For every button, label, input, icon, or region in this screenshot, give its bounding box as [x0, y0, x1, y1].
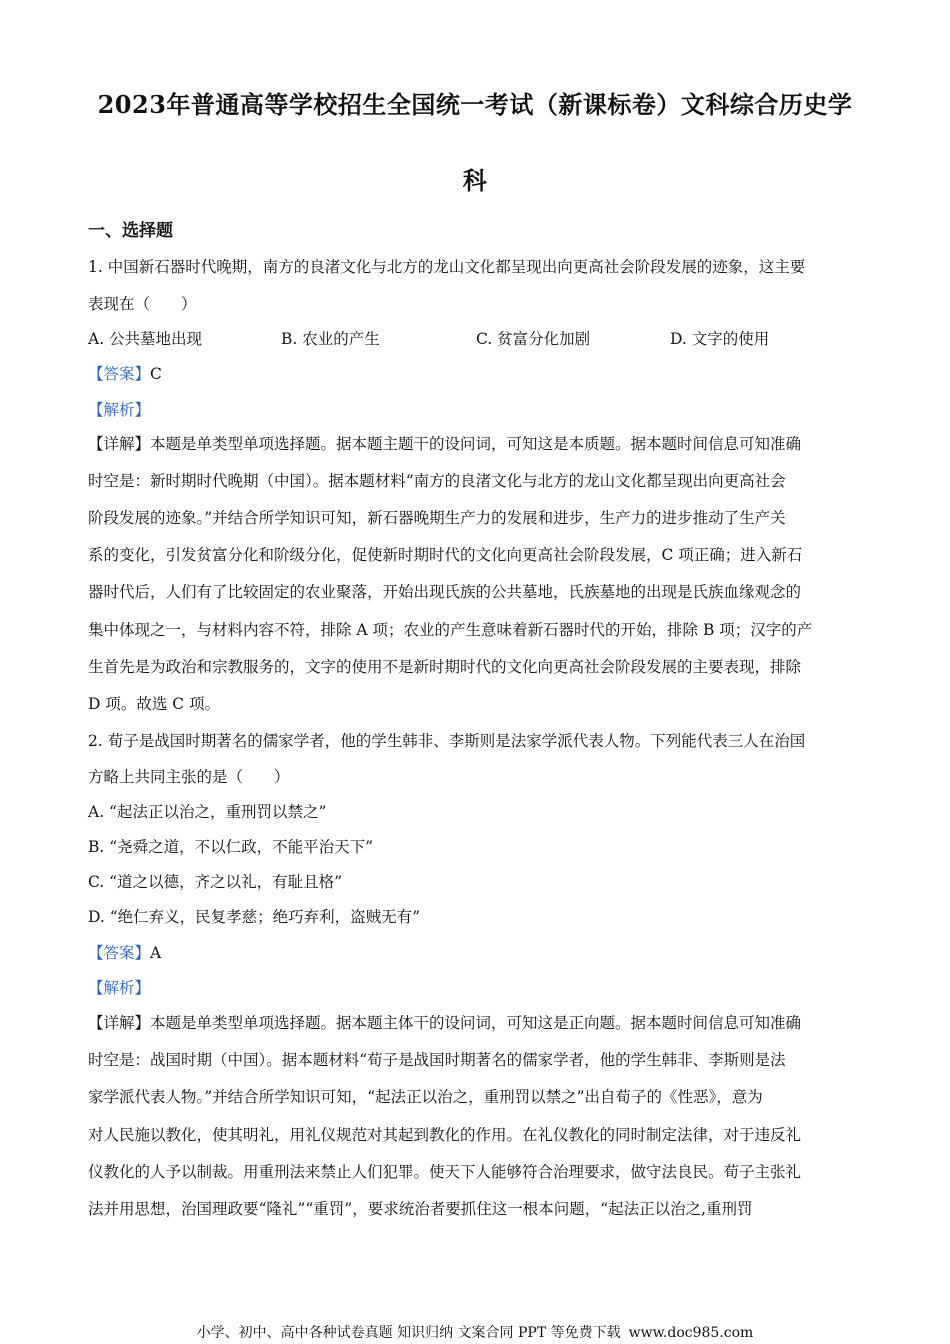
q1-answer — [88, 364, 868, 384]
q1-detail-line: 系的变化，引发贫富分化和阶级分化，促使新时期时代的文化向更高社会阶段发展，C 项正确；进入新石 — [88, 546, 803, 564]
detail-label: 【详解】 — [88, 435, 151, 453]
q1-detail-line: 器时代后，人们有了比较固定的农业聚落，开始出现氏族的公共墓地，氏族墓地的出现是氏族血缘观念的 — [88, 583, 802, 601]
q1-detail-line: D 项。故选 C 项。 — [88, 695, 221, 713]
q1-detail-line: 时空是：新时期时代晚期（中国）。据本题材料“南方的良渚文化与北方的龙山文化都呈现出向更高社会 — [88, 472, 786, 490]
q2-detail-line: 仪教化的人予以制裁。用重刑法来禁止人们犯罪。使天下人能够符合治理要求，做守法良民。荀子主张礼 — [88, 1163, 802, 1181]
q2-option-a: A. “起法正以治之，重刑罚以禁之” — [88, 803, 327, 821]
q2-option-d: D. “绝仁弃义，民复孝慈；绝巧弃利，盗贼无有” — [88, 908, 421, 926]
q1-detail-line: 生首先是为政治和宗教服务的，文字的使用不是新时期时代的文化向更高社会阶段发展的主要表现，排除 — [88, 658, 802, 676]
answer-label: 【答案】 — [88, 944, 151, 962]
answer-label: 【答案】 — [88, 365, 151, 383]
q2-stem-line-1: 2. 荀子是战国时期著名的儒家学者，他的学生韩非、李斯则是法家学派代表人物。下列能代表三人在治国 — [88, 732, 806, 750]
q2-detail-line — [88, 1013, 868, 1033]
document-title-line-2: 科 — [462, 166, 488, 195]
answer-value: C — [150, 365, 162, 383]
footer-text: 小学、初中、高中各种试卷真题 知识归纳 文案合同 PPT 等免费下载 — [196, 1325, 621, 1341]
footer-site-link[interactable]: www.doc985.com — [628, 1325, 754, 1341]
q1-detail-line: 集中体现之一，与材料内容不符，排除 A 项；农业的产生意味着新石器时代的开始，排除 B 项；汉字的产 — [88, 621, 813, 639]
q1-stem-line-1: 1. 中国新石器时代晚期，南方的良渚文化与北方的龙山文化都呈现出向更高社会阶段发展的迹象，这主要 — [88, 258, 806, 276]
detail-text: 本题是单类型单项选择题。据本题主题干的设问词，可知这是本质题。据本题时间信息可知准确 — [150, 435, 802, 453]
q2-detail-line: 时空是：战国时期（中国）。据本题材料“荀子是战国时期著名的儒家学者，他的学生韩非、李斯则是法 — [88, 1051, 786, 1069]
q1-option-b: B. 农业的产生 — [281, 330, 380, 348]
page-footer — [0, 1324, 950, 1342]
q1-analysis-label: 【解析】 — [88, 401, 151, 419]
answer-value: A — [150, 944, 162, 962]
document-title-line-1: 2023年普通高等学校招生全国统一考试（新课标卷）文科综合历史学 — [97, 90, 853, 119]
detail-label: 【详解】 — [88, 1014, 151, 1032]
q1-option-d: D. 文字的使用 — [670, 330, 770, 348]
q2-analysis-label: 【解析】 — [88, 979, 151, 997]
detail-text: 本题是单类型单项选择题。据本题主体干的设问词，可知这是正向题。据本题时间信息可知准确 — [150, 1014, 802, 1032]
q2-stem-line-2: 方略上共同主张的是（ ） — [88, 768, 290, 786]
q2-answer — [88, 943, 868, 963]
q2-option-c: C. “道之以德，齐之以礼，有耻且格” — [88, 873, 343, 891]
q2-detail-line: 家学派代表人物。”并结合所学知识可知，“起法正以治之，重刑罚以禁之”出自荀子的《性恶》，意为 — [88, 1088, 763, 1106]
q2-option-b: B. “尧舜之道，不以仁政，不能平治天下” — [88, 838, 374, 856]
q1-option-c: C. 贫富分化加剧 — [476, 330, 591, 348]
q1-option-a: A. 公共墓地出现 — [88, 330, 203, 348]
q1-detail-line — [88, 434, 868, 454]
section-heading: 一、选择题 — [88, 221, 173, 241]
q1-stem-line-2: 表现在（ ） — [88, 295, 197, 313]
q2-detail-line: 对人民施以教化，使其明礼，用礼仪规范对其起到教化的作用。在礼仪教化的同时制定法律，对于违反礼 — [88, 1126, 802, 1144]
q2-detail-line: 法并用思想，治国理政要“隆礼”“重罚”，要求统治者要抓住这一根本问题，“起法正以治之,重刑罚 — [88, 1200, 753, 1218]
q1-detail-line: 阶段发展的迹象。”并结合所学知识可知，新石器晚期生产力的发展和进步，生产力的进步推动了生产关 — [88, 509, 786, 527]
